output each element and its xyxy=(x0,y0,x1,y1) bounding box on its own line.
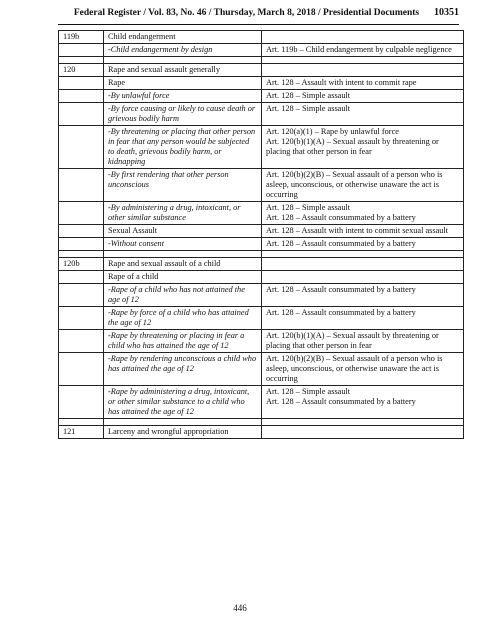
lio-cell: Art. 119b – Child endangerment by culpable negligence xyxy=(262,44,464,57)
offense-cell: Child endangerment xyxy=(104,31,262,44)
article-number: 121 xyxy=(59,426,104,439)
table-row xyxy=(59,330,464,353)
article-number xyxy=(59,271,104,284)
offense-cell: -Rape by administering a drug, intoxicant, or other similar substance to a child who has attained the age of 12 xyxy=(104,386,262,419)
table-row xyxy=(59,31,464,44)
article-number xyxy=(59,77,104,90)
offense-cell: -Rape by force of a child who has attained the age of 12 xyxy=(104,307,262,330)
offense-cell: Rape and sexual assault generally xyxy=(104,64,262,77)
lio-line: Art. 128 – Assault consummated by a battery xyxy=(266,213,416,222)
offense-cell: -Rape by threatening or placing in fear a child who has attained the age of 12 xyxy=(104,330,262,353)
table-row xyxy=(59,169,464,202)
lio-cell: Art. 128 – Assault with intent to commit sexual assault xyxy=(262,225,464,238)
article-number xyxy=(59,353,104,386)
table-row xyxy=(59,90,464,103)
offense-cell: -By threatening or placing that other person in fear that any person would be subjected to death, grievous bodily harm, or kidnapping xyxy=(104,126,262,169)
offense-cell: -Rape by rendering unconscious a child who has attained the age of 12 xyxy=(104,353,262,386)
lio-cell xyxy=(262,202,464,225)
offense-cell: -By administering a drug, intoxicant, or other similar substance xyxy=(104,202,262,225)
offense-cell: -By force causing or likely to cause death or grievous bodily harm xyxy=(104,103,262,126)
lio-cell xyxy=(262,31,464,44)
lio-cell: Art. 128 – Assault consummated by a battery xyxy=(262,284,464,307)
header-title: Federal Register / Vol. 83, No. 46 / Thursday, March 8, 2018 / Presidential Documents xyxy=(73,8,420,18)
spacer-row xyxy=(59,57,464,64)
table-row xyxy=(59,271,464,284)
table-row xyxy=(59,126,464,169)
table-row xyxy=(59,103,464,126)
spacer-row xyxy=(59,251,464,258)
lio-line: Art. 128 – Simple assault xyxy=(266,203,351,212)
article-number xyxy=(59,44,104,57)
lio-cell xyxy=(262,64,464,77)
lio-line: Art. 120(b)(1)(A) – Sexual assault by threatening or placing that other person in fear xyxy=(266,137,439,156)
offense-cell: -Without consent xyxy=(104,238,262,251)
lio-cell: Art. 128 – Assault consummated by a battery xyxy=(262,238,464,251)
offense-cell: -By first rendering that other person unconscious xyxy=(104,169,262,202)
lio-line: Art. 128 – Simple assault xyxy=(266,387,351,396)
offense-cell: Sexual Assault xyxy=(104,225,262,238)
lio-cell: Art. 120(b)(2)(B) – Sexual assault of a person who is asleep, unconscious, or otherwise unaware the act is occurring xyxy=(262,169,464,202)
table-row xyxy=(59,353,464,386)
lio-cell: Art. 128 – Simple assault xyxy=(262,103,464,126)
article-number xyxy=(59,169,104,202)
article-number: 120b xyxy=(59,258,104,271)
table-row xyxy=(59,64,464,77)
lio-cell xyxy=(262,426,464,439)
document-header xyxy=(58,7,459,25)
lio-cell: Art. 120(b)(1)(A) – Sexual assault by threatening or placing that other person in fear xyxy=(262,330,464,353)
spacer-row xyxy=(59,419,464,426)
offense-cell: Rape and sexual assault of a child xyxy=(104,258,262,271)
article-number xyxy=(59,386,104,419)
table-row xyxy=(59,284,464,307)
table-row xyxy=(59,238,464,251)
lio-cell xyxy=(262,271,464,284)
article-number xyxy=(59,307,104,330)
article-number xyxy=(59,202,104,225)
offense-cell: -Child endangerment by design xyxy=(104,44,262,57)
table-row xyxy=(59,258,464,271)
offense-cell: -Rape of a child who has not attained the age of 12 xyxy=(104,284,262,307)
article-number: 119b xyxy=(59,31,104,44)
offense-cell: Rape of a child xyxy=(104,271,262,284)
article-number xyxy=(59,126,104,169)
article-number xyxy=(59,225,104,238)
lio-cell: Art. 128 – Assault with intent to commit rape xyxy=(262,77,464,90)
offense-cell: Rape xyxy=(104,77,262,90)
offense-cell: -By unlawful force xyxy=(104,90,262,103)
article-number xyxy=(59,330,104,353)
article-number xyxy=(59,103,104,126)
header-page-number: 10351 xyxy=(434,7,459,18)
table-row xyxy=(59,225,464,238)
lio-cell xyxy=(262,126,464,169)
article-number xyxy=(59,238,104,251)
article-number xyxy=(59,90,104,103)
offense-cell: Larceny and wrongful appropriation xyxy=(104,426,262,439)
table-row xyxy=(59,386,464,419)
lio-cell: Art. 128 – Assault consummated by a battery xyxy=(262,307,464,330)
table-row xyxy=(59,77,464,90)
table-row xyxy=(59,426,464,439)
table-row xyxy=(59,307,464,330)
lio-cell: Art. 128 – Simple assault xyxy=(262,90,464,103)
page-footer-number: 446 xyxy=(233,603,247,613)
lio-cell: Art. 120(b)(2)(B) – Sexual assault of a person who is asleep, unconscious, or otherwise unaware the act is occurring xyxy=(262,353,464,386)
lio-cell xyxy=(262,258,464,271)
table-row xyxy=(59,202,464,225)
lio-cell xyxy=(262,386,464,419)
lio-line: Art. 120(a)(1) – Rape by unlawful force xyxy=(266,127,399,136)
table-row xyxy=(59,44,464,57)
lio-line: Art. 128 – Assault consummated by a battery xyxy=(266,397,416,406)
article-number xyxy=(59,284,104,307)
offenses-table xyxy=(58,30,464,439)
article-number: 120 xyxy=(59,64,104,77)
